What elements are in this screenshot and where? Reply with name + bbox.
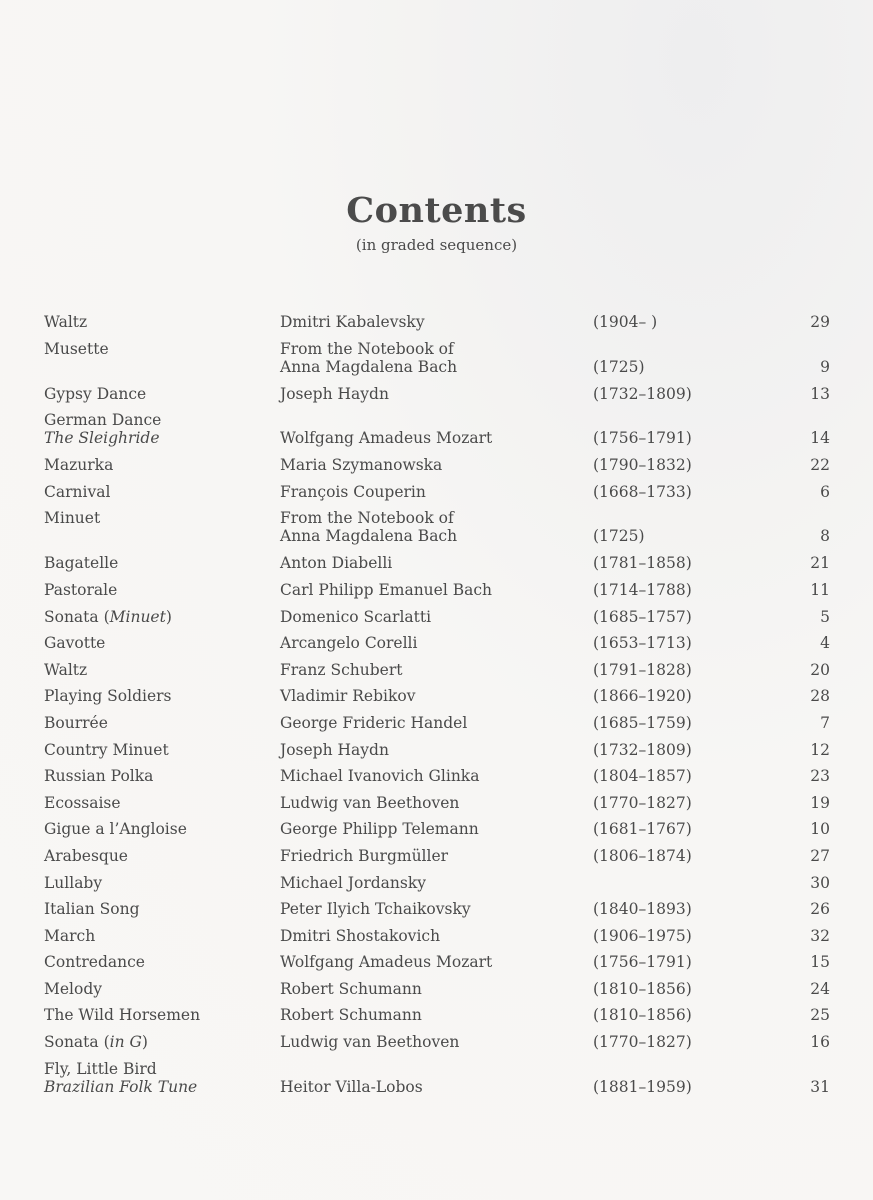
composer-dates: (1756–1791) — [593, 953, 692, 972]
composer-dates: (1770–1827) — [593, 1033, 692, 1052]
composer-line-1: Peter Ilyich Tchaikovsky — [280, 900, 471, 919]
piece-title-main — [44, 385, 146, 403]
toc-entry[interactable] — [0, 340, 873, 385]
piece-title-text: Gypsy Dance — [44, 384, 147, 403]
composer-dates: (1770–1827) — [593, 793, 692, 812]
composer-dates: (1668–1733) — [593, 482, 692, 501]
page-number: 20 — [810, 660, 830, 679]
piece-title-main — [44, 554, 118, 572]
page-number: 28 — [810, 687, 830, 706]
piece-title-main — [44, 509, 100, 527]
toc-entry[interactable] — [0, 608, 873, 635]
piece-title-qualifier: Minuet — [109, 607, 166, 626]
composer-dates: (1881–1959) — [593, 1077, 692, 1096]
composer-line-1: From the Notebook of — [280, 509, 454, 528]
composer-dates: (1725) — [593, 527, 645, 546]
piece-title-text: Fly, Little Bird — [44, 1059, 157, 1078]
page-number: 6 — [820, 482, 830, 501]
composer — [280, 411, 492, 447]
piece-title-text: March — [44, 926, 96, 945]
page-number: 15 — [810, 953, 830, 972]
piece-title-main — [44, 411, 161, 429]
composer-line-1: Robert Schumann — [280, 979, 422, 998]
piece-title-main — [44, 581, 117, 599]
toc-entry[interactable] — [0, 980, 873, 1007]
page-number: 31 — [810, 1077, 830, 1096]
composer-line-1: Friedrich Burgmüller — [280, 846, 449, 865]
composer-dates: (1725) — [593, 357, 645, 376]
toc-entry[interactable] — [0, 456, 873, 483]
composer-line-1: Domenico Scarlatti — [280, 607, 432, 626]
page-number: 25 — [810, 1006, 830, 1025]
piece-title-main — [44, 1060, 197, 1078]
piece-title-main — [44, 927, 95, 945]
piece-title-main — [44, 741, 169, 759]
piece-title-text: Arabesque — [44, 846, 128, 865]
composer-dates: (1810–1856) — [593, 979, 692, 998]
piece-title-text: Gigue a l’Angloise — [44, 820, 187, 839]
page-number: 22 — [810, 456, 830, 475]
toc-entry[interactable] — [0, 874, 873, 901]
composer-line-1: Ludwig van Beethoven — [280, 793, 460, 812]
piece-subtitle — [44, 358, 109, 376]
composer-line-1: François Couperin — [280, 482, 426, 501]
composer — [280, 1060, 423, 1096]
piece-title-main — [44, 820, 187, 838]
page-number: 21 — [810, 554, 830, 573]
composer-dates: (1906–1975) — [593, 926, 692, 945]
page-number: 30 — [810, 873, 830, 892]
piece-title-text: Russian Polka — [44, 767, 154, 786]
piece-title-text: Bourrée — [44, 713, 108, 732]
piece-title-main — [44, 953, 145, 971]
page-number: 19 — [810, 793, 830, 812]
composer-line-1: Vladimir Rebikov — [280, 687, 416, 706]
piece-title-text: Sonata — [44, 1033, 99, 1052]
toc-entry[interactable] — [0, 794, 873, 821]
page-number: 13 — [810, 384, 830, 403]
composer-dates: (1653–1713) — [593, 634, 692, 653]
composer-dates: (1781–1858) — [593, 554, 692, 573]
composer-line-1: George Frideric Handel — [280, 713, 468, 732]
page-number: 9 — [820, 357, 830, 376]
page-subtitle: (in graded sequence) — [355, 236, 518, 254]
composer-line-1 — [280, 1060, 423, 1078]
composer-line-1: Michael Ivanovich Glinka — [280, 767, 480, 786]
composer-dates: (1732–1809) — [593, 384, 692, 403]
composer-dates: (1804–1857) — [593, 767, 692, 786]
piece-title-main — [44, 661, 87, 679]
composer-dates: (1790–1832) — [593, 456, 692, 475]
composer-dates: (1904– ) — [593, 313, 658, 331]
piece-title-text: Carnival — [44, 482, 111, 501]
page-number: 8 — [820, 527, 830, 546]
composer-line-1: Anton Diabelli — [280, 554, 393, 573]
piece-title-main — [44, 687, 172, 705]
composer-line-1: George Philipp Telemann — [280, 820, 479, 839]
composer-dates: (1685–1757) — [593, 607, 692, 626]
toc-entry[interactable] — [0, 385, 873, 412]
composer-line-2: Wolfgang Amadeus Mozart — [280, 429, 493, 448]
composer-dates: (1714–1788) — [593, 580, 692, 599]
piece-title — [44, 509, 100, 545]
piece-subtitle: Brazilian Folk Tune — [44, 1077, 198, 1096]
composer-dates: (1840–1893) — [593, 900, 692, 919]
composer-line-1: Michael Jordansky — [280, 873, 426, 892]
composer-line-1: Robert Schumann — [280, 1006, 422, 1025]
page-number: 11 — [810, 580, 830, 599]
piece-title-text: Pastorale — [44, 580, 118, 599]
page-number: 16 — [810, 1033, 830, 1052]
toc-entry[interactable] — [0, 509, 873, 554]
composer-dates: (1806–1874) — [593, 846, 692, 865]
piece-title-text: Mazurka — [44, 456, 114, 475]
page-number: 10 — [810, 820, 830, 839]
composer-dates: (1756–1791) — [593, 429, 692, 448]
piece-title — [44, 411, 161, 447]
page-number: 12 — [810, 740, 830, 759]
page-number: 14 — [810, 429, 830, 448]
composer-dates: (1810–1856) — [593, 1006, 692, 1025]
toc-entry[interactable] — [0, 741, 873, 768]
page-number: 27 — [810, 846, 830, 865]
piece-title-text: Minuet — [44, 509, 101, 528]
piece-title-text: Waltz — [44, 313, 88, 331]
composer-line-1: Franz Schubert — [280, 660, 403, 679]
toc-entry[interactable] — [0, 900, 873, 927]
piece-title-main — [44, 767, 153, 785]
piece-title-text: Sonata — [44, 607, 99, 626]
table-of-contents — [0, 313, 873, 1105]
composer-line-1: Arcangelo Corelli — [280, 634, 418, 653]
composer-line-2: Anna Magdalena Bach — [280, 527, 458, 546]
composer-dates: (1791–1828) — [593, 660, 692, 679]
page-number: 24 — [810, 979, 830, 998]
composer-line-2: Heitor Villa-Lobos — [280, 1077, 423, 1096]
composer-line-1: Maria Szymanowska — [280, 456, 443, 475]
page-number: 5 — [820, 607, 830, 626]
piece-title-main — [44, 900, 140, 918]
piece-title-text: Gavotte — [44, 634, 106, 653]
toc-entry[interactable] — [0, 1033, 873, 1060]
piece-title-text: Musette — [44, 339, 109, 358]
composer-line-1: Carl Philipp Emanuel Bach — [280, 580, 493, 599]
piece-title-text: Lullaby — [44, 873, 103, 892]
piece-title-main — [44, 1033, 148, 1051]
composer-dates: (1732–1809) — [593, 740, 692, 759]
composer — [280, 340, 457, 376]
composer-line-2: Anna Magdalena Bach — [280, 357, 458, 376]
composer-dates: (1866–1920) — [593, 687, 692, 706]
composer-line-1: From the Notebook of — [280, 339, 454, 358]
piece-subtitle — [44, 527, 100, 545]
toc-entry[interactable] — [0, 634, 873, 661]
piece-title-main — [44, 1006, 200, 1024]
composer-dates: (1685–1759) — [593, 713, 692, 732]
toc-entry[interactable] — [0, 714, 873, 741]
piece-title-main — [44, 714, 108, 732]
toc-entry[interactable] — [0, 411, 873, 456]
composer-line-1: Wolfgang Amadeus Mozart — [280, 953, 493, 972]
toc-entry[interactable] — [0, 953, 873, 980]
toc-entry[interactable] — [0, 313, 873, 340]
toc-entry[interactable] — [0, 483, 873, 510]
piece-title — [44, 1060, 197, 1096]
page-number: 26 — [810, 900, 830, 919]
piece-title-main — [44, 608, 172, 626]
piece-title-text: German Dance — [44, 411, 162, 430]
page-title: Contents — [346, 190, 527, 231]
page-number: 4 — [820, 634, 830, 653]
piece-title-paren: (Minuet) — [98, 607, 172, 626]
toc-entry[interactable] — [0, 1006, 873, 1033]
composer-line-1: Joseph Haydn — [280, 384, 389, 403]
toc-entry[interactable] — [0, 767, 873, 794]
piece-title-main — [44, 980, 102, 998]
piece-title-text: Playing Soldiers — [44, 687, 172, 706]
composer-line-1: Dmitri Kabalevsky — [280, 313, 425, 331]
toc-entry[interactable] — [0, 847, 873, 874]
composer-dates: (1681–1767) — [593, 820, 692, 839]
piece-title-text: Country Minuet — [44, 740, 169, 759]
piece-subtitle: The Sleighride — [44, 429, 160, 448]
composer-line-1: Dmitri Shostakovich — [280, 926, 441, 945]
composer-line-1: Ludwig van Beethoven — [280, 1033, 460, 1052]
piece-title-text: Bagatelle — [44, 554, 119, 573]
piece-title-main — [44, 340, 109, 358]
toc-entry[interactable] — [0, 927, 873, 954]
piece-title-main — [44, 634, 105, 652]
piece-title-text: Waltz — [44, 660, 88, 679]
piece-title-text: Melody — [44, 979, 103, 998]
page-number: 23 — [810, 767, 830, 786]
toc-entry[interactable] — [0, 554, 873, 581]
piece-title-paren: (in G) — [98, 1033, 148, 1052]
piece-title-main — [44, 313, 87, 331]
page-number: 7 — [820, 713, 830, 732]
toc-entry[interactable] — [0, 687, 873, 714]
page-number: 29 — [810, 313, 830, 331]
piece-title-text: Contredance — [44, 953, 145, 972]
piece-title-main — [44, 874, 102, 892]
composer — [280, 509, 457, 545]
piece-title-main — [44, 456, 113, 474]
piece-title-text: The Wild Horsemen — [44, 1006, 201, 1025]
piece-title-main — [44, 483, 110, 501]
composer-line-1 — [280, 411, 492, 429]
piece-title-text: Ecossaise — [44, 793, 121, 812]
composer-line-1: Joseph Haydn — [280, 740, 389, 759]
toc-entry[interactable] — [0, 820, 873, 847]
piece-title-main — [44, 847, 128, 865]
toc-entry[interactable] — [0, 581, 873, 608]
page-number: 32 — [810, 926, 830, 945]
piece-title-main — [44, 794, 121, 812]
piece-title — [44, 340, 109, 376]
toc-entry[interactable] — [0, 661, 873, 688]
piece-title-text: Italian Song — [44, 900, 140, 919]
toc-entry[interactable] — [0, 1060, 873, 1105]
piece-title-qualifier: in G — [109, 1033, 142, 1052]
